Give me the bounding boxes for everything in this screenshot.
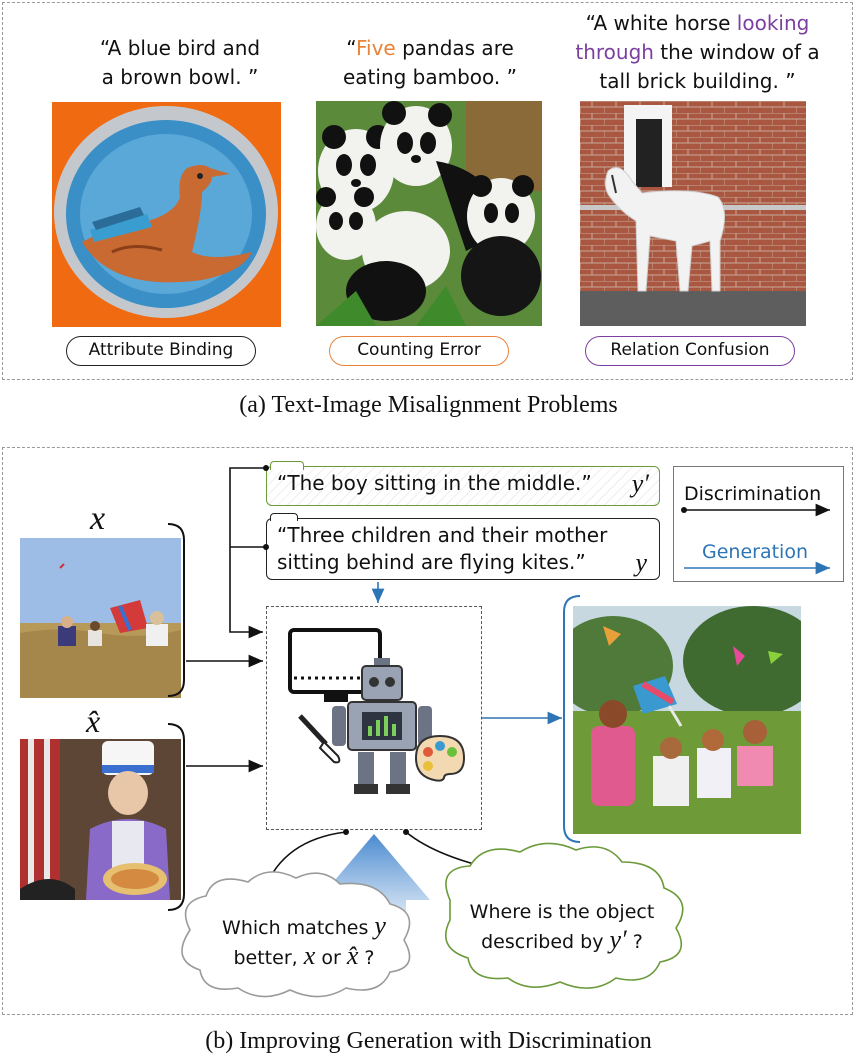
- x-hat-bracket: [168, 724, 184, 910]
- long-prompt-line1: “Three children and their mother: [277, 523, 608, 547]
- bubble-x-var: x: [303, 941, 316, 970]
- quote-3: “A white horse looking through the window of a tall brick building. ”: [575, 11, 820, 93]
- panel-b-caption: (b) Improving Generation with Discrimination: [205, 1028, 652, 1054]
- attribute-binding-tag: Attribute Binding: [66, 336, 256, 366]
- highlight-through: through: [575, 40, 654, 64]
- x-hat-label: x̂: [86, 703, 101, 739]
- left-bubble-text: Which matches y better, x or x̂ ?: [222, 911, 386, 970]
- counting-error-tag: Counting Error: [329, 336, 509, 366]
- output-bracket: [564, 596, 580, 842]
- quote-1: “A blue bird and a brown bowl. ”: [99, 36, 261, 89]
- highlight-five: Five: [355, 36, 396, 60]
- bubble-x-hat-var: x̂: [346, 941, 359, 970]
- quote-2: “Five pandas are eating bamboo. ”: [342, 36, 517, 89]
- right-bubble-text: Where is the object described by y′ ?: [469, 901, 655, 954]
- relation-confusion-tag: Relation Confusion: [585, 336, 795, 366]
- y-prime-var: y′: [631, 469, 649, 498]
- legend-generation-label: Generation: [702, 541, 808, 563]
- y-var: y: [635, 548, 647, 577]
- bubble-y-var: y: [374, 911, 386, 940]
- bubble-y-prime-var: y′: [609, 925, 627, 954]
- long-prompt-line2: sitting behind are flying kites.”: [277, 550, 586, 574]
- highlight-looking: looking: [736, 11, 810, 35]
- short-prompt-text: “The boy sitting in the middle.”: [277, 471, 592, 495]
- panel-a-caption: (a) Text-Image Misalignment Problems: [239, 392, 618, 418]
- x-bracket: [168, 524, 184, 696]
- x-label: x: [90, 500, 106, 537]
- legend-discrimination-label: Discrimination: [684, 483, 822, 505]
